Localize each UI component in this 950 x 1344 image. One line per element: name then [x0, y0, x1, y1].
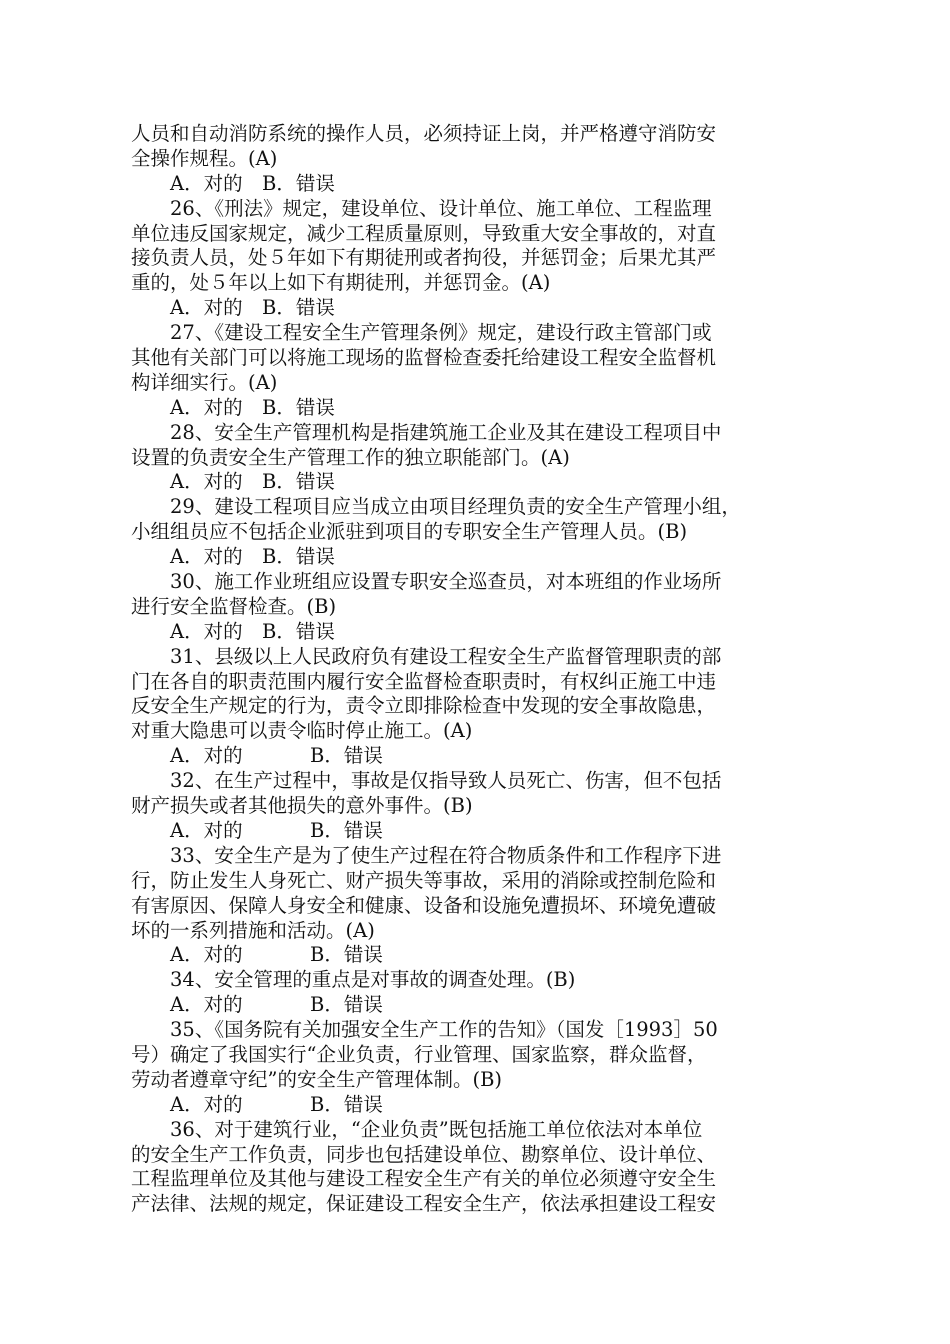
answer-options [131, 545, 821, 570]
answer-options [131, 744, 821, 769]
question-text-line: 产法律、法规的规定，保证建设工程安全生产，依法承担建设工程安 [131, 1192, 717, 1216]
question-block [131, 495, 821, 570]
option-b: B．错误 [310, 1092, 383, 1116]
question-text-line: 设置的负责安全生产管理工作的独立职能部门。(A) [131, 445, 570, 469]
question-text-line: 有害原因、保障人身安全和健康、设备和设施免遭损坏、环境免遭破 [131, 893, 717, 917]
question-text-line: 人员和自动消防系统的操作人员，必须持证上岗，并严格遵守消防安 [131, 122, 717, 145]
question-text-line: 劳动者遵章守纪”的安全生产管理体制。(B) [131, 1067, 503, 1091]
answer-options [131, 172, 821, 197]
question-text-line: 号）确定了我国实行“企业负责，行业管理、国家监察，群众监督， [131, 1042, 707, 1066]
option-b: B．错误 [262, 395, 335, 419]
option-b: B．错误 [262, 545, 335, 569]
answer-options [131, 1093, 821, 1118]
answer-options [131, 620, 821, 645]
option-b: B．错误 [310, 943, 383, 967]
option-b: B．错误 [262, 296, 335, 320]
question-text-line: 31、县级以上人民政府负有建设工程安全生产监督管理职责的部 [170, 644, 722, 668]
option-b: B．错误 [262, 171, 335, 195]
question-text-line: 28、安全生产管理机构是指建筑施工企业及其在建设工程项目中 [170, 420, 722, 444]
answer-options [131, 993, 821, 1018]
option-a: A．对的 [170, 1092, 243, 1116]
option-b: B．错误 [310, 993, 383, 1017]
option-b: B．错误 [262, 470, 335, 494]
option-a: A．对的 [170, 171, 243, 195]
question-text-line: 全操作规程。(A) [131, 146, 278, 170]
question-text-line: 进行安全监督检查。(B) [131, 594, 337, 618]
answer-options [131, 943, 821, 968]
question-text-line: 26、《刑法》规定，建设单位、设计单位、施工单位、工程监理 [170, 196, 712, 220]
question-text-line: 其他有关部门可以将施工现场的监督检查委托给建设工程安全监督机 [131, 346, 717, 370]
question-text-line: 接负责人员，处５年如下有期徒刑或者拘役，并惩罚金；后果尤其严 [131, 246, 717, 270]
option-a: A．对的 [170, 619, 243, 643]
option-a: A．对的 [170, 744, 243, 768]
question-text-line: 36、对于建筑行业，“企业负责”既包括施工单位依法对本单位 [170, 1117, 703, 1141]
question-text-line: 对重大隐患可以责令临时停止施工。(A) [131, 719, 473, 743]
option-b: B．错误 [310, 744, 383, 768]
question-block [131, 645, 821, 769]
question-text-line: 反安全生产规定的行为，责令立即排除检查中发现的安全事故隐患， [131, 694, 717, 718]
question-text-line: 33、安全生产是为了使生产过程在符合物质条件和工作程序下进 [170, 843, 722, 867]
question-block [131, 570, 821, 645]
answer-options [131, 819, 821, 844]
question-text-line: 工程监理单位及其他与建设工程安全生产有关的单位必须遵守安全生 [131, 1167, 717, 1191]
question-text-line: 坏的一系列措施和活动。(A) [131, 918, 375, 942]
question-text-line: 行，防止发生人身死亡、财产损失等事故，采用的消除或控制危险和 [131, 868, 717, 892]
option-a: A．对的 [170, 296, 243, 320]
option-a: A．对的 [170, 545, 243, 569]
option-b: B．错误 [310, 818, 383, 842]
question-text-line: 34、安全管理的重点是对事故的调查处理。(B) [170, 968, 576, 992]
question-block [131, 844, 821, 968]
question-block [131, 769, 821, 844]
option-a: A．对的 [170, 993, 243, 1017]
option-a: A．对的 [170, 470, 243, 494]
question-block [131, 1018, 821, 1118]
question-block [131, 321, 821, 421]
option-b: B．错误 [262, 619, 335, 643]
question-block [131, 122, 821, 197]
question-text-line: 构详细实行。(A) [131, 370, 278, 394]
question-block [131, 968, 821, 1018]
question-block [131, 197, 821, 321]
option-a: A．对的 [170, 395, 243, 419]
answer-options [131, 470, 821, 495]
option-a: A．对的 [170, 943, 243, 967]
option-a: A．对的 [170, 818, 243, 842]
document-page [131, 122, 821, 1217]
question-text-line: 财产损失或者其他损失的意外事件。(B) [131, 794, 473, 818]
question-text-line: 27、《建设工程安全生产管理条例》规定，建设行政主管部门或 [170, 321, 712, 345]
question-text-line: 35、《国务院有关加强安全生产工作的告知》（国发［1993］50 [170, 1018, 718, 1042]
question-block [131, 1118, 821, 1218]
question-text-line: 的安全生产工作负责，同步也包括建设单位、勘察单位、设计单位、 [131, 1142, 717, 1166]
question-text-line: 29、建设工程项目应当成立由项目经理负责的安全生产管理小组， [170, 495, 741, 519]
answer-options [131, 396, 821, 421]
question-text-line: 单位违反国家规定，减少工程质量原则，导致重大安全事故的，对直 [131, 221, 717, 245]
question-text-line: 30、施工作业班组应设置专职安全巡查员，对本班组的作业场所 [170, 570, 722, 594]
answer-options [131, 296, 821, 321]
question-text-line: 门在各自的职责范围内履行安全监督检查职责时，有权纠正施工中违 [131, 669, 717, 693]
question-text-line: 小组组员应不包括企业派驻到项目的专职安全生产管理人员。(B) [131, 520, 688, 544]
question-text-line: 重的，处５年以上如下有期徒刑，并惩罚金。(A) [131, 271, 551, 295]
question-block [131, 421, 821, 496]
question-text-line: 32、在生产过程中，事故是仅指导致人员死亡、伤害，但不包括 [170, 769, 722, 793]
